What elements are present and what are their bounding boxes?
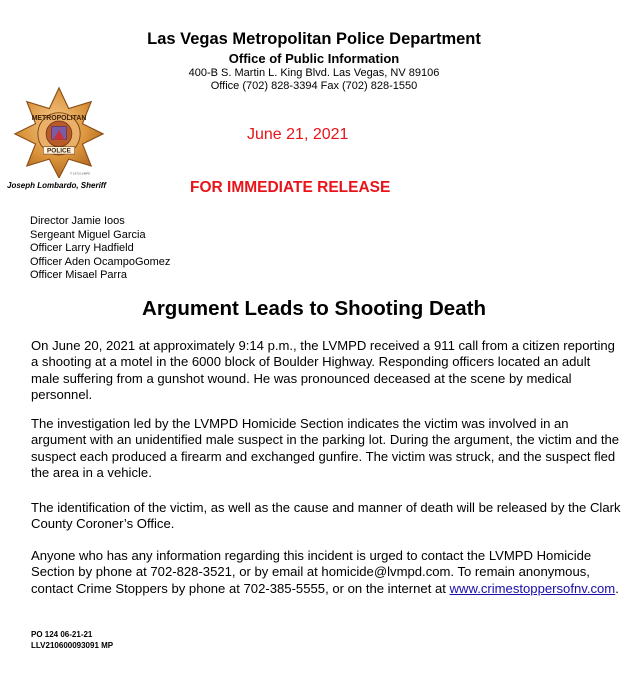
staff-member: Officer Larry Hadfield	[30, 242, 134, 255]
investigation-paragraph: The investigation led by the LVMPD Homicide Section indicates the victim was involved in an argument with an unidentified male suspect in the parking lot. During the argument, the victim and the suspect each produced a firearm and exchanged gunfire. The victim was struck, and the suspect fled the area in a vehicle.	[31, 416, 620, 481]
po-reference: PO 124 06-21-21	[31, 630, 93, 639]
department-name: Las Vegas Metropolitan Police Department	[147, 30, 481, 48]
identification-paragraph: The identification of the victim, as well as the cause and manner of death will be released by the Clark County Coroner’s Office.	[31, 500, 621, 532]
contact-paragraph	[31, 548, 621, 597]
crimestoppers-link[interactable]: www.crimestoppersofnv.com	[449, 580, 616, 596]
badge-copyright-text: © 1973 LVMPD	[70, 171, 91, 176]
contact-text: Anyone who has any information regarding this incident is urged to contact the LVMPD Homicide Section by phone at 702-828-3521, or by email at homicide@lvmpd.com. To remain anonymous, contact Crime Stoppers by phone at 702-385-5555, or on the internet at	[31, 548, 592, 596]
office-name: Office of Public Information	[228, 51, 400, 66]
badge-top-text: METROPOLITAN	[31, 115, 87, 123]
staff-list	[30, 215, 170, 283]
contact-end: .	[615, 580, 619, 596]
office-phone-fax: Office (702) 828-3394 Fax (702) 828-1550	[210, 80, 418, 92]
staff-member: Sergeant Miguel Garcia	[30, 228, 146, 241]
staff-member: Officer Aden OcampoGomez	[30, 255, 171, 268]
office-address: 400-B S. Martin L. King Blvd. Las Vegas, NV 89106	[188, 67, 440, 79]
sheriff-name: Joseph Lombardo, Sheriff	[7, 181, 106, 190]
release-date: June 21, 2021	[247, 126, 349, 143]
badge-bottom-text: POLICE	[47, 147, 71, 155]
staff-member: Director Jamie Ioos	[30, 215, 125, 227]
police-badge-icon	[12, 86, 106, 178]
staff-member: Officer Misael Parra	[30, 269, 127, 282]
immediate-release-label: FOR IMMEDIATE RELEASE	[190, 179, 391, 196]
event-reference: LLV210600093091 MP	[31, 641, 114, 650]
headline: Argument Leads to Shooting Death	[142, 297, 486, 320]
incident-paragraph: On June 20, 2021 at approximately 9:14 p.m., the LVMPD received a 911 call from a citizen reporting a shooting at a motel in the 6000 block of Boulder Highway. Responding officers located an adult male suffering from a gunshot wound. He was pronounced deceased at the scene by medical personnel.	[31, 338, 615, 403]
